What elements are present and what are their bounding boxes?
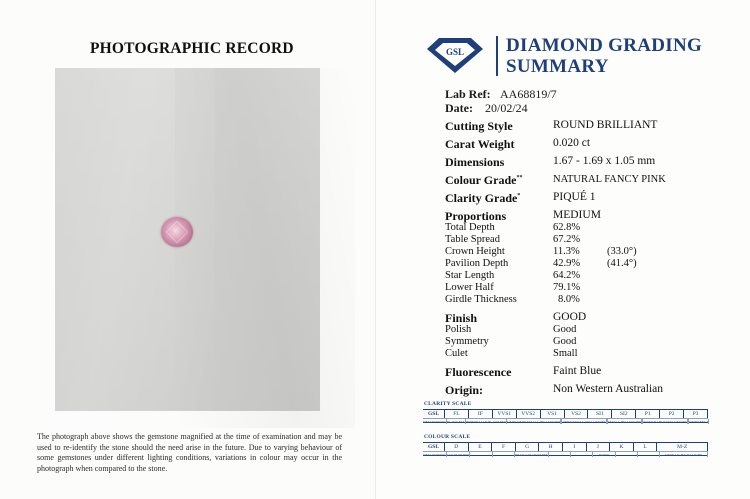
colour-grade-cell: M-Z bbox=[657, 443, 708, 451]
crown-angle-value: (33.0°) bbox=[607, 246, 637, 257]
clarity-grade-cell: P3 bbox=[684, 410, 708, 418]
lab-ref-value: AA68819/7 bbox=[500, 87, 557, 101]
clarity-grade-cell: SI2 bbox=[612, 410, 636, 418]
clarity-grade-cell: VVS2 bbox=[517, 410, 541, 418]
pink-diamond-image bbox=[161, 217, 193, 247]
star-length-label: Star Length bbox=[445, 270, 495, 281]
clarity-grade-cell: P1 bbox=[636, 410, 660, 418]
fluorescence-value: Faint Blue bbox=[553, 365, 602, 377]
clarity-grade-footnote-mark: * bbox=[517, 193, 521, 199]
symmetry-label: Symmetry bbox=[445, 336, 489, 347]
proportions-label: Proportions bbox=[445, 209, 507, 223]
clarity-grade-cell: IF bbox=[469, 410, 493, 418]
origin-value: Non Western Australian bbox=[553, 383, 664, 395]
colour-scale-title: COLOUR SCALE bbox=[424, 434, 471, 440]
colour-scale-head: GSL bbox=[423, 443, 445, 451]
clarity-description-cell: IMPERFECT bbox=[689, 420, 709, 424]
colour-grade-cell: G bbox=[516, 443, 540, 451]
star-length-value: 64.2% bbox=[553, 270, 581, 281]
polish-label: Polish bbox=[445, 324, 472, 335]
table-spread-label: Table Spread bbox=[445, 234, 500, 245]
total-depth-label: Total Depth bbox=[445, 222, 495, 233]
colour-grade-cell: K bbox=[610, 443, 634, 451]
polish-value: Good bbox=[553, 324, 577, 335]
clarity-grade-cell: FL bbox=[445, 410, 469, 418]
finish-value: GOOD bbox=[553, 311, 587, 323]
colour-grade-cell: H bbox=[539, 443, 563, 451]
colour-description-cell: COLOURLESS bbox=[446, 453, 470, 457]
cutting-style-label: Cutting Style bbox=[445, 119, 513, 133]
crown-height-label: Crown Height bbox=[445, 246, 505, 257]
clarity-scale-title: CLARITY SCALE bbox=[424, 401, 472, 407]
summary-title-line-2: SUMMARY bbox=[506, 56, 609, 77]
carat-weight-label: Carat Weight bbox=[445, 137, 515, 151]
photograph-disclaimer: The photograph above shows the gemstone magnified at the time of examination and may be used to re-identify the stone should the need arise in the future. Due to varying behaviour of some gemstones under different lighting conditions, variations in colour may occur in the photograph when compared to the stone. bbox=[37, 432, 342, 473]
colour-grade-value: NATURAL FANCY PINK bbox=[553, 174, 666, 185]
clarity-scale-head: GSL bbox=[423, 410, 445, 418]
clarity-grade-cell: VS1 bbox=[541, 410, 565, 418]
colour-description-cell bbox=[571, 452, 593, 457]
dimensions-value: 1.67 - 1.69 x 1.05 mm bbox=[553, 155, 656, 167]
clarity-grade-cell: VS2 bbox=[565, 410, 589, 418]
date-value: 20/02/24 bbox=[485, 101, 528, 115]
colour-description-head: DESCRIPTION bbox=[423, 453, 446, 457]
clarity-grade-cell: SI1 bbox=[588, 410, 612, 418]
total-depth-value: 62.8% bbox=[553, 222, 581, 233]
girdle-thickness-label: Girdle Thickness bbox=[445, 294, 517, 305]
summary-title-line-1: DIAMOND GRADING bbox=[506, 35, 703, 56]
clarity-grade-cell: P2 bbox=[660, 410, 684, 418]
colour-description-cell bbox=[549, 452, 571, 457]
culet-value: Small bbox=[553, 348, 578, 359]
colour-description-cell: NEAR COLOURLESS bbox=[514, 453, 548, 457]
dimensions-label: Dimensions bbox=[445, 155, 505, 169]
clarity-description-cell: SMALL INCLUSIONS bbox=[607, 420, 642, 424]
clarity-description-cell: FLAWLESS bbox=[446, 420, 465, 424]
table-spread-value: 67.2% bbox=[553, 234, 581, 245]
proportions-value: MEDIUM bbox=[553, 209, 601, 221]
gsl-logo bbox=[423, 35, 487, 75]
gemstone-photograph bbox=[55, 68, 320, 411]
colour-grade-cell: L bbox=[634, 443, 658, 451]
pavilion-depth-value: 42.9% bbox=[553, 258, 581, 269]
symmetry-value: Good bbox=[553, 336, 577, 347]
gsl-logo-text: GSL bbox=[445, 47, 465, 57]
lab-ref-label: Lab Ref: bbox=[445, 87, 491, 101]
finish-label: Finish bbox=[445, 311, 478, 325]
pavilion-angle-value: (41.4°) bbox=[607, 258, 637, 269]
clarity-grade-label: Clarity Grade* bbox=[445, 191, 521, 205]
culet-label: Culet bbox=[445, 348, 468, 359]
cutting-style-value: ROUND BRILLIANT bbox=[553, 119, 658, 131]
colour-description-cell: VERY LIGHT TO LIGHT bbox=[660, 452, 708, 457]
clarity-description-cell: VERY SMALL INCLUSIONS bbox=[562, 420, 606, 424]
title-divider bbox=[496, 36, 498, 76]
clarity-description-cell: NOTICEABLE INCLUSIONS bbox=[643, 420, 688, 424]
clarity-description-head: DESCRIPTION bbox=[423, 420, 446, 424]
clarity-description-cell: VERY VERY SMALL INCLUSIONS bbox=[506, 420, 561, 424]
lower-half-value: 79.1% bbox=[553, 282, 581, 293]
clarity-grade-value: PIQUÉ 1 bbox=[553, 191, 596, 203]
crown-height-value: 11.3% bbox=[553, 246, 580, 257]
lower-half-label: Lower Half bbox=[445, 282, 494, 293]
colour-grade-cell: I bbox=[563, 443, 587, 451]
pavilion-depth-label: Pavilion Depth bbox=[445, 258, 509, 269]
clarity-grade-cell: VVS1 bbox=[493, 410, 517, 418]
carat-weight-value: 0.020 ct bbox=[553, 137, 591, 149]
colour-grade-cell: J bbox=[587, 443, 611, 451]
origin-label: Origin: bbox=[445, 383, 483, 397]
clarity-scale bbox=[423, 409, 708, 423]
colour-grade-cell: F bbox=[492, 443, 516, 451]
colour-grade-footnote-mark: ** bbox=[516, 175, 523, 181]
colour-scale bbox=[423, 442, 708, 456]
photographic-record-title: PHOTOGRAPHIC RECORD bbox=[90, 40, 294, 57]
colour-description-cell bbox=[638, 452, 660, 457]
colour-grade-cell: E bbox=[469, 443, 493, 451]
colour-description-cell bbox=[616, 452, 638, 457]
fluorescence-label: Fluorescence bbox=[445, 365, 512, 379]
clarity-description-cell: INTERNALLY FLAWLESS bbox=[465, 420, 506, 424]
girdle-thickness-value: 8.0% bbox=[558, 294, 580, 305]
colour-grade-label: Colour Grade** bbox=[445, 173, 523, 187]
date-label: Date: bbox=[445, 101, 473, 115]
colour-description-cell bbox=[470, 452, 492, 457]
colour-description-cell bbox=[493, 452, 515, 457]
colour-grade-cell: D bbox=[445, 443, 469, 451]
colour-description-cell: FAINT bbox=[593, 452, 615, 457]
